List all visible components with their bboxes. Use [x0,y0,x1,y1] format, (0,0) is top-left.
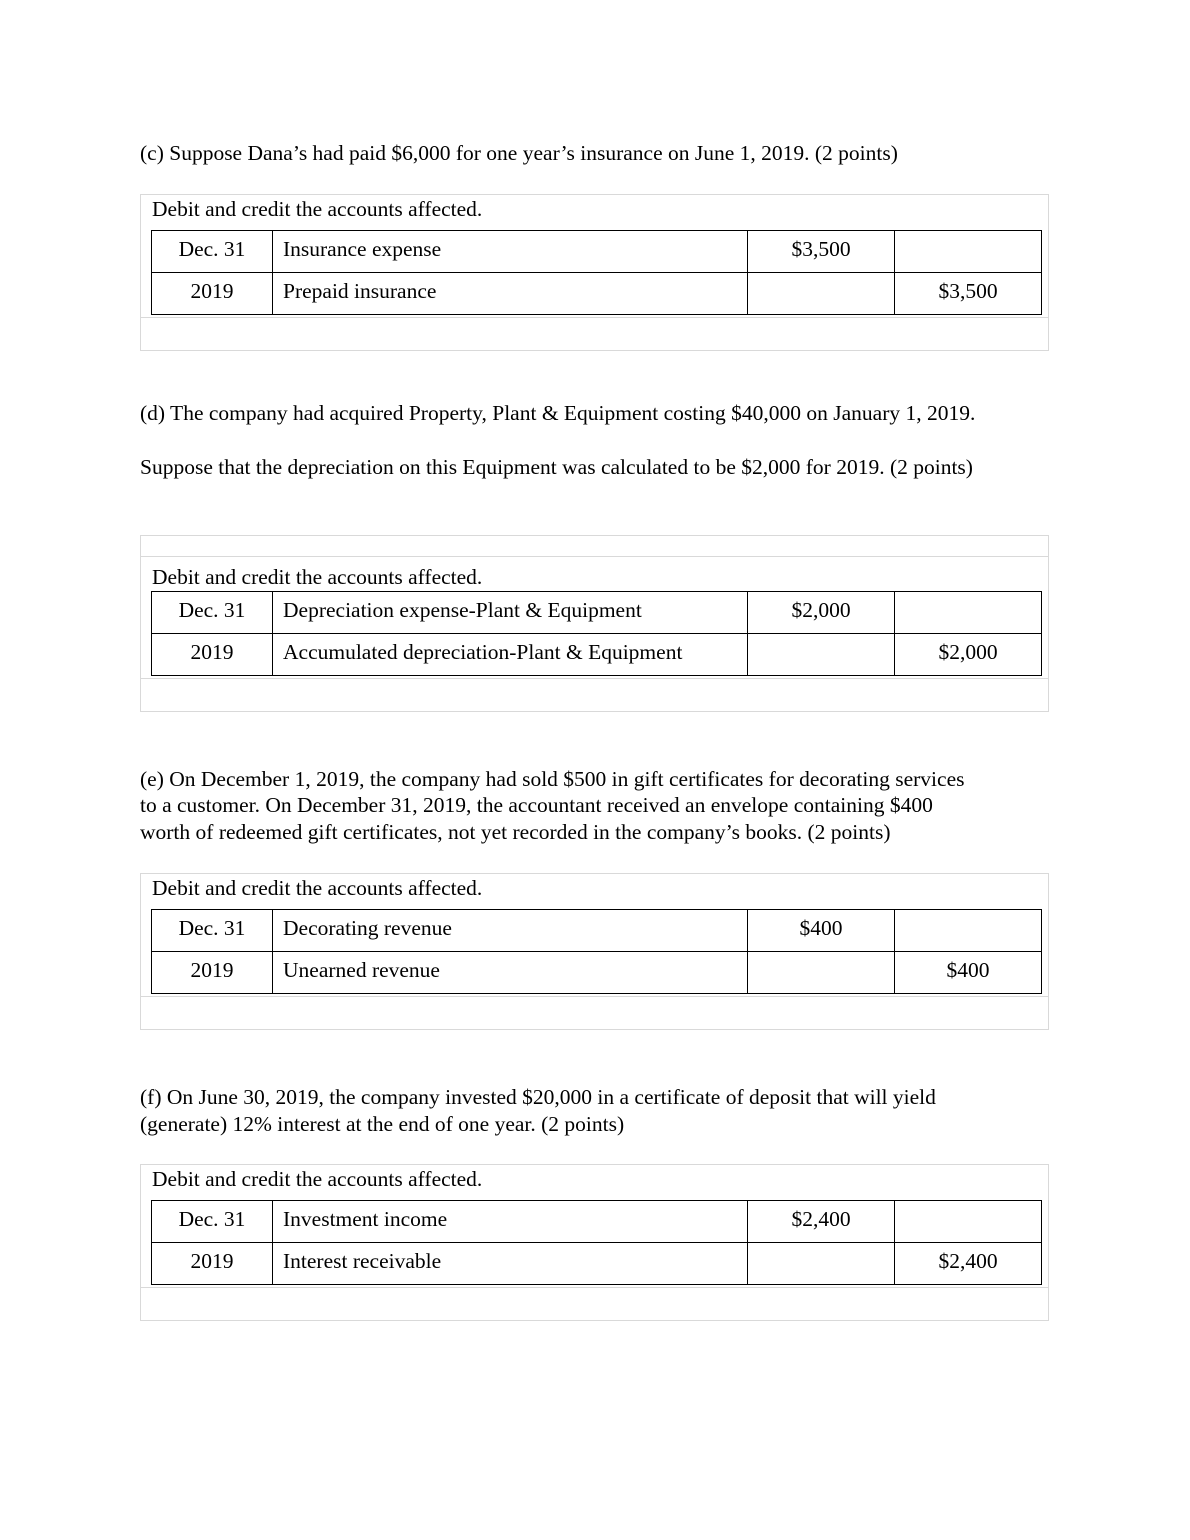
account-name-cell: Decorating revenue [273,910,748,952]
box-divider [141,678,1048,679]
entry-date-cell: Dec. 31 [152,1201,273,1243]
account-name-cell: Unearned revenue [273,952,748,994]
answer-box-c [140,194,1049,351]
journal-row-debit [152,231,1042,273]
answer-box-caption: Debit and credit the accounts affected. [152,876,483,900]
account-name-cell: Accumulated depreciation-Plant & Equipment [273,634,748,676]
entry-year-cell: 2019 [152,634,273,676]
journal-entry-table [151,909,1042,994]
account-name-cell: Depreciation expense-Plant & Equipment [273,592,748,634]
credit-amount-cell [895,231,1042,273]
credit-amount-cell [895,1201,1042,1243]
question-d-text-line-2: Suppose that the depreciation on this Equipment was calculated to be $2,000 for 2019. (2 points) [140,455,973,479]
journal-row-credit [152,1243,1042,1285]
entry-year-cell: 2019 [152,273,273,315]
answer-box-f [140,1164,1049,1321]
answer-box-caption: Debit and credit the accounts affected. [152,197,483,221]
account-name-cell: Investment income [273,1201,748,1243]
journal-row-debit [152,910,1042,952]
box-divider [141,996,1048,997]
entry-date-cell: Dec. 31 [152,231,273,273]
account-name-cell: Prepaid insurance [273,273,748,315]
answer-box-e [140,873,1049,1030]
debit-amount-cell: $3,500 [748,231,895,273]
journal-entry-table [151,230,1042,315]
journal-entry-table [151,1200,1042,1285]
credit-amount-cell [895,592,1042,634]
box-divider [141,317,1048,318]
account-name-cell: Insurance expense [273,231,748,273]
journal-row-credit [152,634,1042,676]
journal-row-credit [152,952,1042,994]
debit-amount-cell [748,273,895,315]
credit-amount-cell: $2,000 [895,634,1042,676]
box-divider [141,556,1048,557]
box-divider [141,1287,1048,1288]
question-f-text-line-1: (f) On June 30, 2019, the company invested $20,000 in a certificate of deposit that will yield [140,1085,936,1109]
answer-box-d [140,535,1049,712]
debit-amount-cell [748,634,895,676]
question-e-text-line-2: to a customer. On December 31, 2019, the accountant received an envelope containing $400 [140,793,933,817]
entry-date-cell: Dec. 31 [152,910,273,952]
question-e-text-line-3: worth of redeemed gift certificates, not yet recorded in the company’s books. (2 points) [140,820,891,844]
debit-amount-cell: $400 [748,910,895,952]
question-c-text: (c) Suppose Dana’s had paid $6,000 for one year’s insurance on June 1, 2019. (2 points) [140,141,898,165]
entry-year-cell: 2019 [152,1243,273,1285]
journal-row-debit [152,592,1042,634]
question-f-text-line-2: (generate) 12% interest at the end of one year. (2 points) [140,1112,625,1136]
question-d-text-line-1: (d) The company had acquired Property, Plant & Equipment costing $40,000 on January 1, 2019. [140,401,976,425]
account-name-cell: Interest receivable [273,1243,748,1285]
debit-amount-cell: $2,400 [748,1201,895,1243]
journal-row-credit [152,273,1042,315]
journal-row-debit [152,1201,1042,1243]
answer-box-caption: Debit and credit the accounts affected. [152,565,483,589]
credit-amount-cell [895,910,1042,952]
question-e-text-line-1: (e) On December 1, 2019, the company had sold $500 in gift certificates for decorating services [140,767,965,791]
debit-amount-cell: $2,000 [748,592,895,634]
credit-amount-cell: $400 [895,952,1042,994]
journal-entry-table [151,591,1042,676]
credit-amount-cell: $2,400 [895,1243,1042,1285]
debit-amount-cell [748,952,895,994]
credit-amount-cell: $3,500 [895,273,1042,315]
entry-year-cell: 2019 [152,952,273,994]
debit-amount-cell [748,1243,895,1285]
entry-date-cell: Dec. 31 [152,592,273,634]
answer-box-caption: Debit and credit the accounts affected. [152,1167,483,1191]
